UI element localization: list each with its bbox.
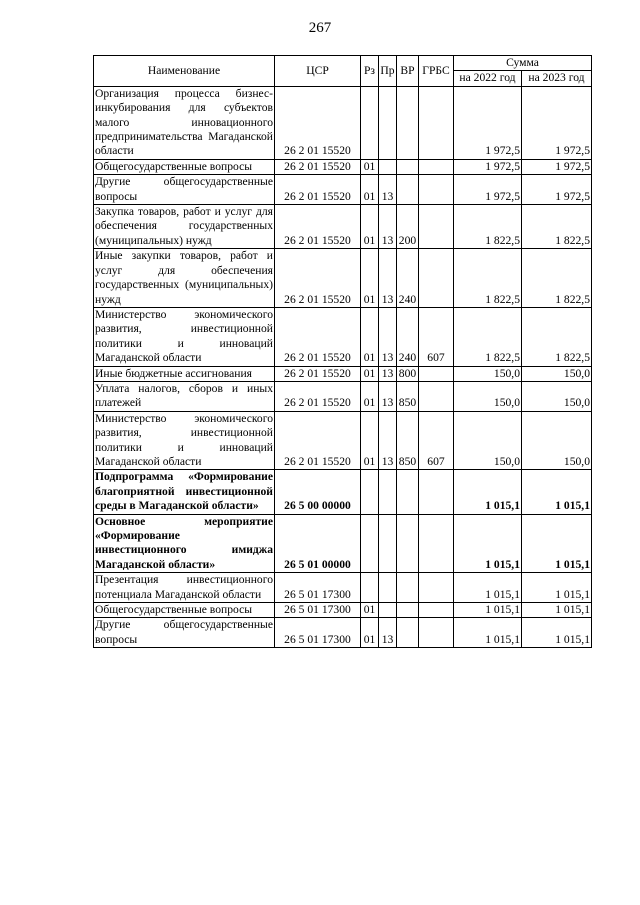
header-vr: ВР <box>397 56 419 87</box>
row-amount-2022: 150,0 <box>454 366 522 381</box>
row-amount-2022: 1 972,5 <box>454 86 522 159</box>
row-csr: 26 2 01 15520 <box>275 411 361 470</box>
table-row <box>94 514 592 573</box>
row-csr: 26 2 01 15520 <box>275 307 361 366</box>
row-csr: 26 5 01 17300 <box>275 603 361 618</box>
row-pr: 13 <box>379 411 397 470</box>
table-row <box>94 307 592 366</box>
row-grbs <box>419 618 454 648</box>
row-amount-2023: 1 015,1 <box>522 470 592 514</box>
row-csr: 26 5 01 17300 <box>275 618 361 648</box>
table-row <box>94 86 592 159</box>
row-name: Общегосударственные вопросы <box>94 603 275 618</box>
row-csr: 26 2 01 15520 <box>275 175 361 205</box>
row-amount-2023: 1 822,5 <box>522 307 592 366</box>
row-amount-2022: 1 972,5 <box>454 175 522 205</box>
row-grbs <box>419 159 454 174</box>
row-grbs: 607 <box>419 307 454 366</box>
row-name: Закупка товаров, работ и услуг для обеспечения государственных (муниципальных) нужд <box>95 205 273 247</box>
row-pr: 13 <box>379 307 397 366</box>
table-row <box>94 381 592 411</box>
row-grbs <box>419 249 454 308</box>
row-amount-2023: 150,0 <box>522 381 592 411</box>
row-rz: 01 <box>361 307 379 366</box>
row-rz: 01 <box>361 411 379 470</box>
row-grbs: 607 <box>419 411 454 470</box>
row-rz <box>361 470 379 514</box>
row-pr: 13 <box>379 618 397 648</box>
row-vr <box>397 470 419 514</box>
row-name: Уплата налогов, сборов и иных платежей <box>95 381 273 410</box>
row-pr: 13 <box>379 175 397 205</box>
row-grbs <box>419 175 454 205</box>
table-row <box>94 205 592 249</box>
header-year-2022: на 2022 год <box>454 71 522 86</box>
row-grbs <box>419 381 454 411</box>
row-amount-2023: 150,0 <box>522 366 592 381</box>
row-name: Презентация инвестиционного потенциала Магаданской области <box>95 573 273 601</box>
row-amount-2023: 1 822,5 <box>522 205 592 249</box>
row-amount-2022: 150,0 <box>454 411 522 470</box>
row-pr <box>379 159 397 174</box>
row-pr: 13 <box>379 249 397 308</box>
row-rz: 01 <box>361 603 379 618</box>
row-name: Министерство экономического развития, инвестиционной политики и инноваций Магаданской области <box>95 307 273 365</box>
row-pr: 13 <box>379 205 397 249</box>
table-row <box>94 618 592 648</box>
row-vr <box>397 159 419 174</box>
row-amount-2023: 1 015,1 <box>522 573 592 603</box>
row-rz <box>361 86 379 159</box>
row-amount-2022: 1 015,1 <box>454 470 522 514</box>
row-pr <box>379 603 397 618</box>
row-name: Другие общегосударственные вопросы <box>95 618 273 646</box>
table-row <box>94 159 592 174</box>
table-row <box>94 573 592 603</box>
row-vr <box>397 603 419 618</box>
row-amount-2023: 1 015,1 <box>522 603 592 618</box>
row-csr: 26 2 01 15520 <box>275 381 361 411</box>
row-vr: 240 <box>397 249 419 308</box>
row-name: Иные закупки товаров, работ и услуг для обеспечения государственных (муниципальных) нужд <box>95 249 273 306</box>
row-vr <box>397 86 419 159</box>
row-name: Подпрограмма «Формирование благоприятной инвестиционной среды в Магаданской области» <box>95 470 273 513</box>
header-grbs: ГРБС <box>419 56 454 87</box>
row-pr <box>379 514 397 573</box>
row-csr: 26 2 01 15520 <box>275 205 361 249</box>
row-amount-2023: 1 972,5 <box>522 86 592 159</box>
row-amount-2023: 1 972,5 <box>522 175 592 205</box>
row-rz <box>361 573 379 603</box>
row-rz: 01 <box>361 159 379 174</box>
row-pr: 13 <box>379 381 397 411</box>
table-row <box>94 249 592 308</box>
row-pr <box>379 86 397 159</box>
row-vr: 850 <box>397 411 419 470</box>
row-csr: 26 5 01 00000 <box>275 514 361 573</box>
row-csr: 26 5 01 17300 <box>275 573 361 603</box>
row-rz: 01 <box>361 366 379 381</box>
row-rz: 01 <box>361 205 379 249</box>
row-name: Основное мероприятие «Формирование инвестиционного имиджа Магаданской области» <box>95 514 273 571</box>
row-name: Общегосударственные вопросы <box>94 159 275 174</box>
row-amount-2022: 1 015,1 <box>454 618 522 648</box>
row-amount-2023: 150,0 <box>522 411 592 470</box>
row-amount-2022: 1 015,1 <box>454 603 522 618</box>
row-csr: 26 2 01 15520 <box>275 249 361 308</box>
row-csr: 26 5 00 00000 <box>275 470 361 514</box>
row-grbs <box>419 573 454 603</box>
row-amount-2022: 1 015,1 <box>454 573 522 603</box>
row-vr <box>397 514 419 573</box>
row-amount-2022: 1 822,5 <box>454 307 522 366</box>
row-amount-2023: 1 822,5 <box>522 249 592 308</box>
row-rz <box>361 514 379 573</box>
header-csr: ЦСР <box>275 56 361 87</box>
row-grbs <box>419 514 454 573</box>
row-pr: 13 <box>379 366 397 381</box>
row-amount-2022: 1 822,5 <box>454 249 522 308</box>
row-name: Министерство экономического развития, инвестиционной политики и инноваций Магаданской области <box>95 411 273 468</box>
row-vr <box>397 573 419 603</box>
row-grbs <box>419 366 454 381</box>
row-pr <box>379 470 397 514</box>
row-amount-2022: 1 822,5 <box>454 205 522 249</box>
table-row <box>94 470 592 514</box>
table-row <box>94 411 592 470</box>
row-vr: 800 <box>397 366 419 381</box>
row-rz: 01 <box>361 618 379 648</box>
header-rz: Рз <box>361 56 379 87</box>
row-name: Другие общегосударственные вопросы <box>95 175 273 203</box>
row-rz: 01 <box>361 249 379 308</box>
row-grbs <box>419 205 454 249</box>
row-pr <box>379 573 397 603</box>
row-amount-2022: 1 972,5 <box>454 159 522 174</box>
row-csr: 26 2 01 15520 <box>275 366 361 381</box>
row-csr: 26 2 01 15520 <box>275 159 361 174</box>
row-rz: 01 <box>361 381 379 411</box>
row-grbs <box>419 86 454 159</box>
row-name: Организация процесса бизнес-инкубирования для субъектов малого инновационного предпринимательства Магаданской области <box>95 86 273 158</box>
header-year-2023: на 2023 год <box>522 71 592 86</box>
row-name: Иные бюджетные ассигнования <box>94 366 275 381</box>
row-rz: 01 <box>361 175 379 205</box>
header-pr: Пр <box>379 56 397 87</box>
row-amount-2023: 1 972,5 <box>522 159 592 174</box>
table-row <box>94 175 592 205</box>
row-amount-2023: 1 015,1 <box>522 618 592 648</box>
row-csr: 26 2 01 15520 <box>275 86 361 159</box>
row-amount-2022: 150,0 <box>454 381 522 411</box>
budget-table <box>93 55 592 648</box>
row-amount-2022: 1 015,1 <box>454 514 522 573</box>
row-vr <box>397 175 419 205</box>
table-row <box>94 603 592 618</box>
row-vr <box>397 618 419 648</box>
row-grbs <box>419 470 454 514</box>
row-amount-2023: 1 015,1 <box>522 514 592 573</box>
row-vr: 850 <box>397 381 419 411</box>
header-sum: Сумма <box>454 56 592 71</box>
header-name: Наименование <box>94 56 275 87</box>
table-row <box>94 366 592 381</box>
page-number: 267 <box>308 20 332 36</box>
row-vr: 240 <box>397 307 419 366</box>
row-grbs <box>419 603 454 618</box>
row-vr: 200 <box>397 205 419 249</box>
